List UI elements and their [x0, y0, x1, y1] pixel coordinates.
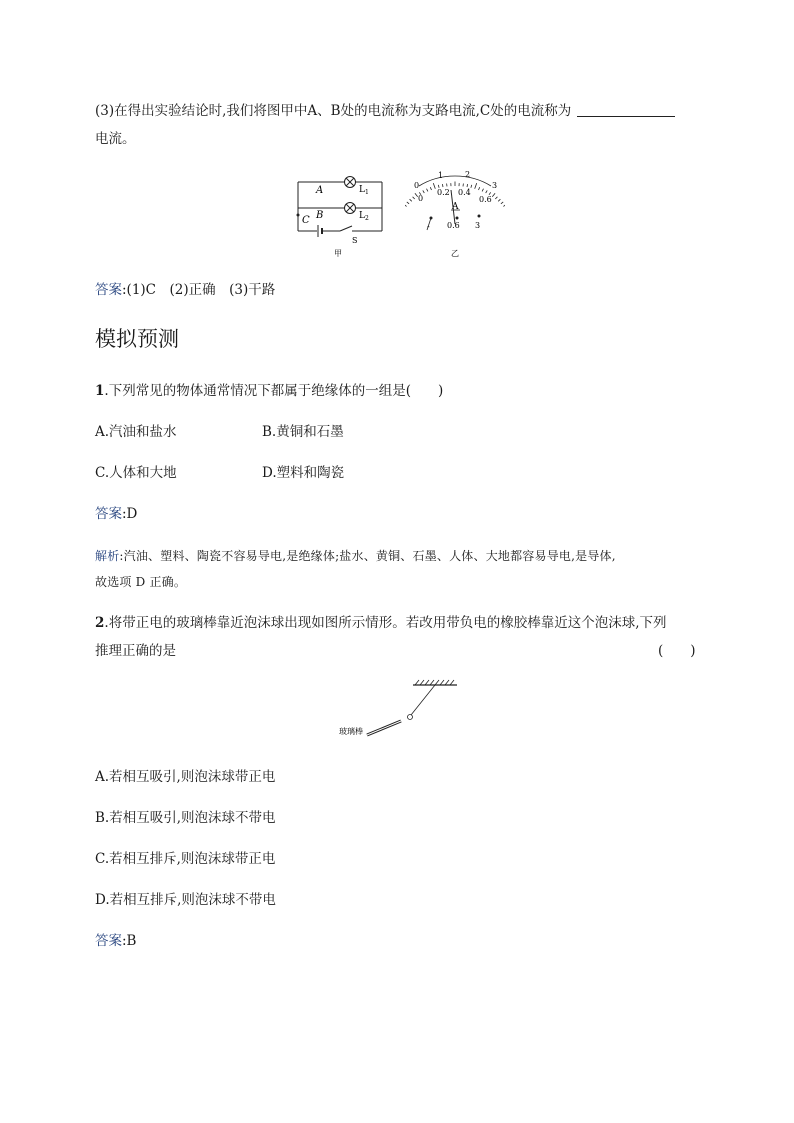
- label-l2: $L_2$: [359, 211, 369, 222]
- lamp-l2-icon: [345, 203, 356, 214]
- label-c: C: [302, 215, 310, 226]
- scale-tick: [495, 197, 497, 199]
- label-s: S: [352, 236, 358, 245]
- scale-bottom-04: 0.4: [458, 188, 471, 197]
- scale-bottom-06: 0.6: [479, 195, 492, 204]
- q2-option-a: A.若相互吸引,则泡沫球带正电: [95, 769, 276, 785]
- scale-tick: [405, 205, 407, 207]
- q3-line2: 电流。: [95, 131, 136, 147]
- scale-tick: [467, 184, 468, 187]
- q1-analysis-line1: [95, 547, 616, 565]
- answer-label: 答案: [95, 506, 122, 522]
- q2-answer-paren: ( ): [658, 643, 696, 659]
- meter-unit: A: [452, 202, 459, 212]
- ammeter-diagram-yi: [405, 166, 505, 262]
- circuit-diagram-jia: [290, 170, 390, 262]
- q1-option-d: D.塑料和陶瓷: [262, 465, 345, 481]
- scale-tick: [486, 190, 488, 193]
- q1-answer: [95, 505, 137, 523]
- q2-answer: [95, 932, 136, 950]
- q1-option-a: A.汽油和盐水: [95, 424, 177, 440]
- answer-text: :B: [122, 933, 137, 949]
- q3-line1: [95, 102, 675, 120]
- scale-top-0: 0: [414, 181, 420, 190]
- scale-tick: [479, 187, 480, 190]
- q2-stem-line1: [95, 614, 667, 632]
- scale-top-2: 2: [465, 170, 471, 179]
- q2-option-d: D.若相互排斥,则泡沫球不带电: [95, 892, 276, 908]
- answer-blank[interactable]: [577, 102, 675, 117]
- scale-tick: [423, 190, 425, 193]
- scale-top-3: 3: [492, 181, 498, 190]
- analysis-label: 解析: [95, 549, 120, 563]
- terminal-06: 0.6: [447, 221, 460, 230]
- terminal-3: 3: [475, 221, 481, 230]
- label-a: A: [316, 185, 324, 196]
- answer-label: 答案: [95, 933, 122, 949]
- q1-stem: [95, 382, 443, 400]
- q2-option-b: B.若相互吸引,则泡沫球不带电: [95, 810, 276, 826]
- scale-tick: [407, 202, 409, 204]
- scale-tick: [482, 189, 483, 192]
- scale-tick: [433, 183, 435, 189]
- scale-tick: [413, 197, 415, 199]
- q3-text: (3)在得出实验结论时,我们将图甲中A、B处的电流称为支路电流,C处的电流称为: [95, 103, 572, 119]
- answer-label: 答案: [95, 282, 122, 298]
- q2-stem-text: .将带正电的玻璃棒靠近泡沫球出现如图所示情形。若改用带负电的橡胶棒靠近这个泡沫球,下列: [104, 615, 667, 631]
- scale-tick: [427, 189, 428, 192]
- q2-option-c: C.若相互排斥,则泡沫球带正电: [95, 851, 276, 867]
- scale-tick: [503, 205, 505, 207]
- scale-bottom-0: 0: [418, 194, 424, 203]
- q1-number: 1: [95, 383, 105, 399]
- q1-option-b: B.黄铜和石墨: [262, 424, 344, 440]
- q2-stem-line2: 推理正确的是: [95, 643, 176, 659]
- scale-tick: [410, 199, 412, 201]
- scale-bottom-02: 0.2: [437, 188, 450, 197]
- lamp-l1-icon: [345, 177, 356, 188]
- foam-ball-icon: [408, 715, 413, 720]
- answer-text: :(1)C (2)正确 (3)干路: [122, 282, 276, 298]
- caption-jia: 甲: [334, 249, 342, 258]
- label-l1: $L_1$: [359, 185, 369, 196]
- glass-rod-label: 玻璃棒: [339, 727, 363, 736]
- caption-yi: 乙: [451, 249, 459, 258]
- q1-stem-text: .下列常见的物体通常情况下都属于绝缘体的一组是( ): [104, 383, 444, 399]
- answer-text: :D: [122, 506, 138, 522]
- scale-tick: [471, 185, 472, 188]
- q1-analysis-line2: 故选项 D 正确。: [95, 575, 187, 589]
- terminal-minus: -: [427, 222, 430, 231]
- section-title: 模拟预测: [95, 327, 179, 351]
- q2-number: 2: [95, 615, 105, 631]
- scale-tick: [498, 199, 500, 201]
- scale-tick: [492, 193, 495, 197]
- scale-tick: [430, 187, 431, 190]
- scale-top-1: 1: [438, 171, 444, 180]
- label-b: B: [316, 210, 324, 221]
- scale-tick: [442, 184, 443, 187]
- glass-rod-figure: [335, 675, 465, 745]
- analysis-text: :汽油、塑料、陶瓷不容易导电,是绝缘体;盐水、黄铜、石墨、人体、大地都容易导电,是导体,: [119, 549, 616, 563]
- scale-tick: [475, 183, 477, 189]
- answer-prev: [95, 281, 275, 299]
- scale-tick: [501, 202, 503, 204]
- q1-option-c: C.人体和大地: [95, 465, 177, 481]
